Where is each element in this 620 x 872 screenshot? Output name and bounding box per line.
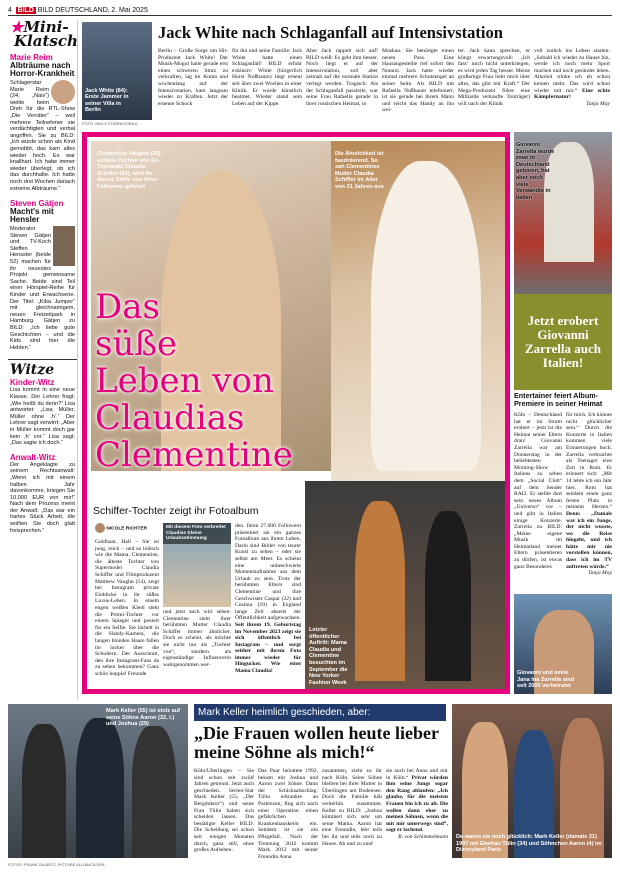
steven-gaetjen-photo [53, 226, 75, 266]
keller-family-caption: Da waren sie noch glücklich: Mark Keller (damals 31) 1997 mit Ehefrau Tülin (34) und Söhnchen Aaron (4) im Disneyland Paris [456, 834, 602, 854]
white-text-3: Aber Jack rappelt sich auf! BILD weiß: Es geht ihm besser. Noch liegt er auf der Intensivstation, soll aber zeitnah auf die normale Station verlegt werden. Tragisch: Als der Schlaganfall passierte, war seine Frau Rafaella gerade in ihrer russischen Heimat, in [306, 48, 378, 107]
keller-text-3: zusammen, zieht zu ihr nach Köln. Seine Söhne bleiben bei ihrer Mutter in Überlingen am Bodensee. Doch die Familie hält weiterhin zusammen. Keller zu BILD: „Joshua kümmert sich sehr um seine Mama. Aaron hat eine Freundin, lebt teils bei ihr und teils noch zu Hause. Ab und zu sind [322, 768, 382, 847]
zarrella-photo-caption: Giovanni Zarrella wurde zwar in Deutschland geboren, hat aber noch viele Verwandte in Italien [516, 142, 555, 201]
zarrella-text-1: Köln – Deutschland hat er im Sturm erobert – jetzt ist die Heimat seiner Eltern dran! Giovanni Zarrella war am Donnerstag in der beliebtesten Morning-Show Italiens zu sehen dem „Social Club“ auf dem Sender RAI2. Er stellte dort sein neues Album „Universo“ vor – und gibt in Italien einige Konzerte. Zarrella zu BILD: „Meine eigene Musik im Heimatland meiner Eltern präsentieren zu dürfen, ist etwas ganz Besonderes [514, 412, 562, 570]
daughter-figure [425, 511, 471, 681]
keller-sons-photo [8, 704, 188, 858]
issue-date: 2. Mai 2025 [111, 7, 148, 14]
page-header: 4 BILD BILD DEUTSCHLAND, 2. Mai 2025 [8, 6, 612, 16]
claudia-text-3: den. Ihren 27.600 Followern präsentiert sie ein ganzes Fotoalbum aus ihrem Leben. Darin sind Bilder von teurer Kunst zu sehen – oder sie selbst am Meer. Es scheint eine unbeschwerte Momentaufnahme aus dem Urlaub zu sein. Trotz der berühmten Eltern sind Clementine und ihre Geschwister Caspar (22) und Cosima (19) in England lange Zeit abseits der Öffentlichkeit aufgewachsen. Seit ihrem 19. Geburtstag im November 2023 zeigt sie sich öffentlich bei Instagram – und sorgt seither mit ihrem Foto immer wieder für Hingucker. Wie einst Mama Claudia! [235, 523, 301, 675]
keller-text-4: sie auch bei Anna und mir in Köln.“ Privat würden ihm seine Jungs sogar den Rang ablaufen: „Ich glaube, für die meisten Frauen bin ich zu alt. Die wollen dann eher zu meinen Söhnen, wenn die mit mir unterwegs sind“, sagt er lachend. B. von Schimmelmann [386, 768, 448, 840]
keller-photo-credit: FOTOS: FRANK ZAURITZ; PICTURE ALLIANCE/DPA [8, 862, 105, 867]
son1-figure [22, 724, 66, 858]
mother-figure [355, 501, 405, 681]
zarrella-couple-photo [514, 594, 612, 694]
item1-head: Albträume nach Horror-Krankheit [10, 61, 75, 78]
white-text-1: Berlin – Große Sorge um Hit-Produzent Jack White! Der Musik-Mogul hatte gerade erst einen schweren Sturz zu verkraften, lag im Koma und wochenlang auf der Intensivstation, kam langsam wieder zu Kräften. Jetzt der erneute Schock [158, 48, 228, 107]
zarrella-couple-caption: Giovanni und seine Jana Ina Zarrella sind seit 2005 verheiratet [517, 670, 575, 690]
item1-text: Schlagerstar Marie Reim (24, „Naiv“) weilte beim Dreh für die RTL-Show „Die Verräter“ – weil mehrere Teilnehmer sie verdächtigten und verbal angriffen. Sie zu BILD: „Ich wurde schon als Kind gemobbt, das kam alles wieder hoch. Es war knallhart. Ich habe immer wieder überlegt, ob ich das durchhalte. Ich hatte noch drei Wochen danach extreme Albträume.“ [10, 80, 75, 192]
item1-name: Marie Reim [10, 53, 53, 62]
witze1-head: Kinder-Witz [10, 378, 55, 388]
author-box: NICOLE RICHTER [95, 523, 157, 533]
zarrella-headline: Jetzt erobert Giovanni Zarrella auch Italien! [525, 313, 601, 370]
item2-head: Macht's mit Hensler [10, 207, 54, 225]
witze2-head: Anwalt-Witz [10, 452, 56, 462]
mini-klatsch-title: ★Mini- Klatsch [10, 18, 78, 50]
jack-white-photo [82, 22, 152, 120]
item2-name: Steven Gätjen [10, 199, 64, 209]
clementine-beach-photo [163, 523, 231, 607]
sidebar-mini-klatsch [8, 20, 78, 700]
paper-name: BILD DEUTSCHLAND [37, 7, 108, 14]
white-text-5: ter. Jack kann sprechen, er klingt erwartungsvoll: „Ich fass‘ mich nicht unterkriegen, es wird jeden Tag besser. Meine großartige Frau liebt mich über alles, das gibt mir Kraft.“ Der Mega-Produzent führe eine Milliarde verkaufte Tonträger) will nach der Klinik [458, 48, 530, 107]
keller-text-2: Das Paar heiratete 1992, bekam mit Joshua und Aaron zwei Söhne. Dann der Schicksalsschlag: Tülin erkrankte an Parkinson, fing sich nach einer Operation einen gefährlichen Krankenhauskeim ein. Seitdem ist sie ein Pflegefall. Nach der Trennung 2012 kommt Mark 2012 mit seiner Freundin Anna [258, 768, 318, 860]
keller-kicker: Mark Keller heimlich geschieden, aber: [194, 704, 446, 721]
star-icon: ★ [10, 18, 24, 36]
keller-text-1: Köln/Überlingen – Sie sind schon seit zwölf Jahren getrennt. Jetzt auch geschieden. Serien-Star Mark Keller (55, „Der Bergdoktor“) und seine Frau Tülin haben sich scheiden lassen. Das bestätigte Keller BILD. Die Scheidung sei schon seit einigen Monaten durch, ganz still, ohne großes Aufsehen. [194, 768, 254, 854]
son2-figure [132, 726, 176, 858]
claudia-headline: Das süße Leben von Claudias Clementine [95, 287, 293, 475]
claudia-text-2: und jetzt auch wirl sehen: Clementine sieht ihrer berühmten Mutter Claudia Schiffer immer ähnlicher. Doch es scheint, als möchte sie nicht nur als „Tochter von“, sondern als eigenständige Influencerin wahrgenommen wer- [163, 609, 231, 668]
claudia-subline: Schiffer-Tochter zeigt ihr Fotoalbum [93, 505, 259, 517]
keller-figure [76, 718, 124, 858]
witze-box [8, 359, 77, 536]
zarrella-subline: Entertainer feiert Album-Premiere in seiner Heimat [514, 391, 603, 408]
witze-title: Witze [10, 362, 55, 379]
claudia-story-box [82, 132, 510, 694]
keller-headline: „Die Frauen wollen heute lieber meine Söhne als mich!“ [194, 723, 439, 762]
beach-caption: Mit diesem Foto verbreitet Claudias Kleine Urlaubsstimmung [163, 523, 231, 544]
witze1-text: Lisa kommt in eine neue Klasse. Der Lehrer fragt: „Wie heißt du denn?“ Lisa antwortet: „Lisa Müller, Müller ohne ‚h‘.“ Der Lehrer sagt verwirrt: „Aber in Müller kommt doch gar kein ‚h‘ vor.“ Lisa sagt: „Das sagte ich doch.“ [10, 387, 75, 447]
author-avatar [95, 523, 105, 533]
bild-logo: BILD [17, 7, 34, 14]
page-number: 4 [8, 7, 12, 14]
marie-reim-photo [51, 80, 75, 104]
white-text-4: Moskau. Sie benötigte einen neuen Pass. Eine Hausangestellte rief sofort den Notarzt. Jack hatte wieder einmal mehrere Schutzengel an seiner Seite. Als BILD mit Rafaella Nußbaum telefoniert, ist sie gerade bei ihrem Mann und reicht das Handy an ihn wei- [382, 48, 454, 114]
keller-family-photo [452, 704, 612, 858]
claudia-young-caption: Die Ähnlichkeit ist faszinierend. So sah Clementines Mutter Claudia Schiffer im Alter von 21 Jahren aus [335, 151, 384, 190]
white-text-6: voll zurück ins Leben starten: „Sobald ich wieder zu Hause bin, werde ich noch mehr Sport machen und noch gesünder leben. Alkohol trinke ich eh schon keinen mehr. Das wird schon wieder mit mir.“ Eine echte Kämpfernatur! Tanja May [534, 48, 610, 107]
jack-white-headline: Jack White nach Schlaganfall auf Intensivstation [158, 23, 503, 42]
zarrella-headline-box [514, 294, 612, 390]
fashion-week-caption: Letzter öffentlicher Auftritt: Mama Claudia und Clementine besuchten im September die New Yorker Fashion Week [309, 627, 348, 686]
item2-text: Moderator Steven Gätjen und TV-Koch Steffen Henssler (beide 52) machen für ihr neuestes Projekt gemeinsame Sache. Beide sind Teil einer Hörspiel-Reihe für Kinder und Erwachsene. Der Titel: „Kiba Jumper“ mit gleichnamigem, neuen Freizeitpark in Hamburg. Gätjen zu BILD: „Ich liebe gute Geschichten – und die Kids sind hier die Helden.“ [10, 226, 75, 351]
jack-white-caption: Jack White (84): Erste Jammer in seiner Villa in Berlin [85, 87, 129, 114]
selfie-caption: Clementine Vaughn (20), schöne Tochter von Ex-Topmodel Claudia Schiffer (54), wird für dieses Selfie von ihren Followern gefeiert [97, 151, 162, 190]
witze2-text: Der Angeklagte zu seinem Rechtsanwalt: „Wenn ich mit einem halben Jahr davonkomme, kriegen Sie 10.000 EUR von mir!“ Nach dem Prozess meint der Anwalt: „Das war ein hartes Stück Arbeit, die wollten Sie doch glatt freisprechen.“ [10, 461, 75, 534]
zarrella-text-2: für mich. Ich könnte nicht glücklicher sein.“ Durch die Konzerte in Italien kommen viele Erinnerungen hoch. Zarrella verbrachte als Teenager eine Zeit in Rom. Er erinnert sich: „Mit 14 lebte ich ein Jahr hier, Rom hat seitdem einen ganz festen Platz in meinem Herzen.“ Denn: „Damals war ich ein Junge, der nicht wusste, wo die Reise hingeht, und ich hätte mir nie vorstellen können, dass ich im TV auftreten würde.“ Tanja May [566, 412, 612, 577]
white-text-2: für ihn und seine Familie: Jack White hatte einen Schlaganfall! BILD erfuhr exklusiv: White (bürgerlich Horst Nußbaum) liegt erneut seit über zwei Wochen in einer Klinik. Er wurde künstlich beatmet. Wieder stand sein Leben auf der Kippe. [232, 48, 302, 107]
jack-white-photo-credit: FOTO: NIELS STARNICK/BILD [82, 121, 138, 126]
keller-sons-caption: Mark Keller (55) ist stolz auf seine Söhne Aaron (32, l.) und Joshua (29) [106, 708, 180, 728]
claudia-text-1: Goldhaar, Hall – Sie ist jung, reich – und so hübsch wie die Mama. Clementine, die älteste Tochter von Supermodel Claudia Schiffer und Filmproduzent Matthew Vaughn (54), zeigt bei Instagram private Einblicke in ihr süßes Luxus-Leben. In einem engen weißen Kleid steht die Promi-Tochter vor einem Spiegel und posiert für ein Selfie. Sie lächelt in die Handy-Kamera, die langen blonden Haare fallen ihr locker über die Schultern. Der Ausschnitt, den ihre Instagram-Fans da zu sehen bekommen? Ganz schön hoppla! Freunde [95, 539, 159, 677]
